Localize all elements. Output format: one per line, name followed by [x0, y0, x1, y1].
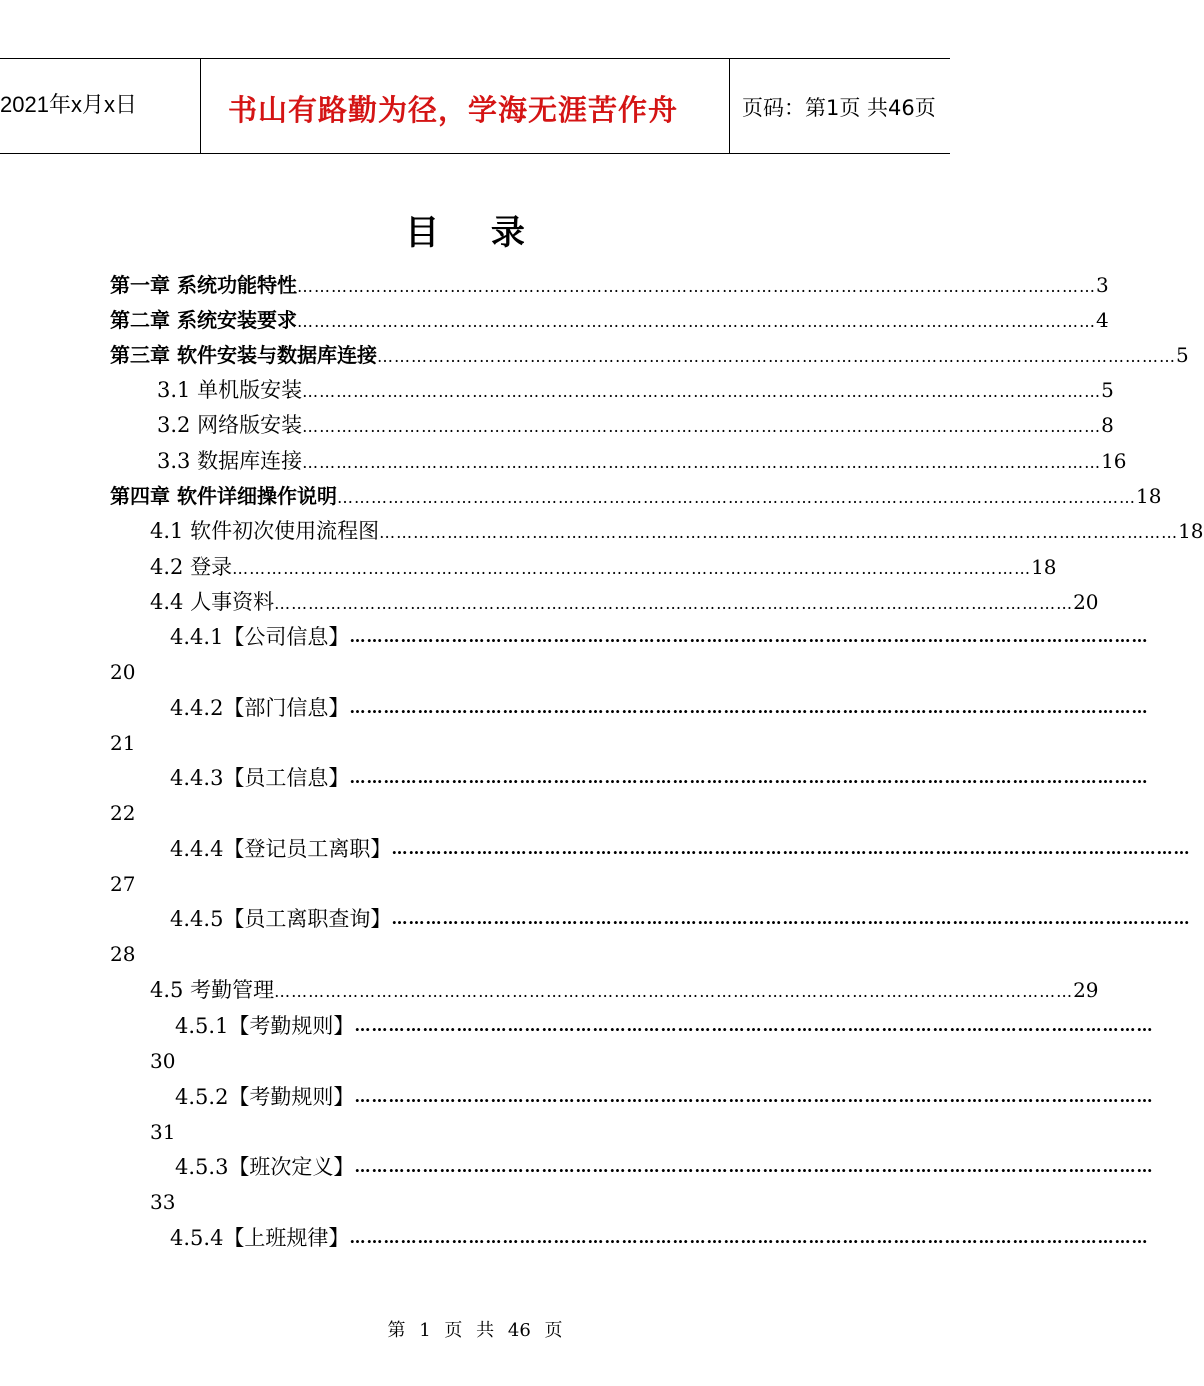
toc-leader-dots: ……………………………………………………………………………………………………………………………: [354, 1157, 1154, 1176]
toc-leader-dots: ……………………………………………………………………………………………………………………………: [349, 768, 1149, 787]
toc-entry-page: 5: [1101, 378, 1114, 402]
toc-leader-dots: ……………………………………………………………………………………………………………………………: [336, 488, 1136, 507]
footer-text: 共: [476, 1320, 495, 1341]
toc-entry-title: 3.3 数据库连接: [157, 449, 303, 473]
toc-entry-page: 18: [1135, 484, 1162, 508]
toc-entry-title: 4.4.3【员工信息】: [170, 766, 350, 790]
toc-leader-dots: ……………………………………………………………………………………………………………………………: [302, 453, 1102, 472]
toc-entry-page: 27: [110, 872, 136, 896]
toc-entry-title: 4.4.2【部门信息】: [170, 696, 350, 720]
toc-leader-dots: ……………………………………………………………………………………………………………………………: [379, 523, 1179, 542]
toc-leader-dots: ……………………………………………………………………………………………………………………………: [296, 312, 1096, 331]
toc-entry-title: 4.5 考勤管理: [150, 978, 275, 1002]
toc-entry[interactable]: [150, 516, 1204, 546]
toc-entry-page: 20: [1073, 590, 1099, 614]
toc-entry-title: 第四章 软件详细操作说明: [110, 484, 337, 508]
toc-leader-dots: ……………………………………………………………………………………………………………………………: [274, 982, 1074, 1001]
footer-text: 页: [444, 1320, 463, 1341]
toc-entry[interactable]: [110, 270, 1109, 300]
toc-entry-title: 4.1 软件初次使用流程图: [150, 519, 380, 543]
toc-entry[interactable]: [150, 975, 1099, 1005]
toc-entry-title: 3.2 网络版安装: [157, 413, 303, 437]
toc-leader-dots: ……………………………………………………………………………………………………………………………: [302, 382, 1102, 401]
toc-entry[interactable]: [170, 904, 1191, 934]
toc-entry-title: 3.1 单机版安装: [157, 378, 303, 402]
toc-entry-page: 22: [110, 801, 136, 825]
toc-entry-title: 4.4.5【员工离职查询】: [170, 907, 392, 931]
footer-text: 第: [387, 1320, 406, 1341]
toc-entry-page: 21: [110, 731, 136, 755]
toc-entry[interactable]: [175, 1152, 1154, 1182]
toc-leader-dots: ……………………………………………………………………………………………………………………………: [391, 909, 1191, 928]
toc-leader-dots: ……………………………………………………………………………………………………………………………: [302, 417, 1102, 436]
toc-entry-page: 28: [110, 942, 136, 966]
toc-entry-page: 16: [1101, 449, 1127, 473]
toc-entry-title: 第一章 系统功能特性: [110, 273, 297, 297]
toc-entry[interactable]: [157, 375, 1114, 405]
toc-entry[interactable]: [170, 693, 1149, 723]
toc-entry-title: 4.5.2【考勤规则】: [175, 1085, 355, 1109]
toc-entry-page: 5: [1175, 343, 1189, 367]
footer-total-pages: 46: [507, 1320, 531, 1341]
toc-entry[interactable]: [150, 587, 1099, 617]
toc-leader-dots: ……………………………………………………………………………………………………………………………: [349, 627, 1149, 646]
toc-entry[interactable]: [175, 1011, 1154, 1041]
toc-entry-page: 30: [150, 1049, 176, 1073]
header-bottom-rule: [0, 153, 950, 154]
toc-entry[interactable]: [175, 1082, 1154, 1112]
header-motto: 书山有路勤为径，学海无涯苦作舟: [228, 93, 679, 127]
toc-leader-dots: ……………………………………………………………………………………………………………………………: [274, 594, 1074, 613]
header-divider-2: [729, 58, 730, 154]
toc-entry-page: 31: [150, 1120, 176, 1144]
toc-entry[interactable]: [157, 446, 1127, 476]
toc-entry-page: 20: [110, 660, 136, 684]
toc-entry[interactable]: [110, 481, 1162, 511]
toc-entry-title: 4.4.1【公司信息】: [170, 625, 350, 649]
toc-entry[interactable]: [150, 552, 1057, 582]
toc-entry-title: 4.5.3【班次定义】: [175, 1155, 355, 1179]
toc-leader-dots: ……………………………………………………………………………………………………………………………: [349, 1228, 1149, 1247]
toc-entry[interactable]: [170, 834, 1191, 864]
toc-entry-title: 4.5.4【上班规律】: [170, 1226, 350, 1250]
toc-entry-title: 4.4 人事资料: [150, 590, 275, 614]
toc-leader-dots: ……………………………………………………………………………………………………………………………: [354, 1016, 1154, 1035]
toc-leader-dots: ……………………………………………………………………………………………………………………………: [349, 698, 1149, 717]
toc-leader-dots: ……………………………………………………………………………………………………………………………: [232, 559, 1032, 578]
toc-entry[interactable]: [110, 305, 1109, 335]
toc-entry[interactable]: [110, 340, 1189, 370]
toc-entry[interactable]: [170, 622, 1149, 652]
toc-entry[interactable]: [170, 763, 1149, 793]
toc-leader-dots: ……………………………………………………………………………………………………………………………: [296, 277, 1096, 296]
toc-entry-page: 29: [1073, 978, 1099, 1002]
toc-entry-title: 4.2 登录: [150, 555, 233, 579]
toc-entry-page: 18: [1031, 555, 1057, 579]
header-divider-1: [200, 58, 201, 154]
toc-leader-dots: ……………………………………………………………………………………………………………………………: [391, 839, 1191, 858]
toc-entry-page: 8: [1101, 413, 1114, 437]
toc-entry[interactable]: [157, 410, 1114, 440]
footer-current-page: 1: [419, 1320, 431, 1341]
toc-entry-title: 第二章 系统安装要求: [110, 308, 297, 332]
toc-entry-page: 18: [1178, 519, 1204, 543]
toc-entry-page: 3: [1095, 273, 1109, 297]
header-date: 2021年x月x日: [0, 92, 137, 117]
toc-entry-title: 4.5.1【考勤规则】: [175, 1014, 355, 1038]
toc-entry-title: 4.4.4【登记员工离职】: [170, 837, 392, 861]
toc-entry[interactable]: [170, 1223, 1149, 1253]
header-page-info: 页码：第1页 共46页: [742, 96, 936, 120]
toc-entry-page: 4: [1095, 308, 1109, 332]
header-top-rule: [0, 58, 950, 59]
toc-leader-dots: ……………………………………………………………………………………………………………………………: [376, 347, 1176, 366]
footer-text: 页: [544, 1320, 563, 1341]
toc-title: 目 录: [405, 213, 545, 253]
toc-leader-dots: ……………………………………………………………………………………………………………………………: [354, 1087, 1154, 1106]
page-footer: [0, 1316, 950, 1342]
toc-entry-title: 第三章 软件安装与数据库连接: [110, 343, 377, 367]
toc-entry-page: 33: [150, 1190, 176, 1214]
